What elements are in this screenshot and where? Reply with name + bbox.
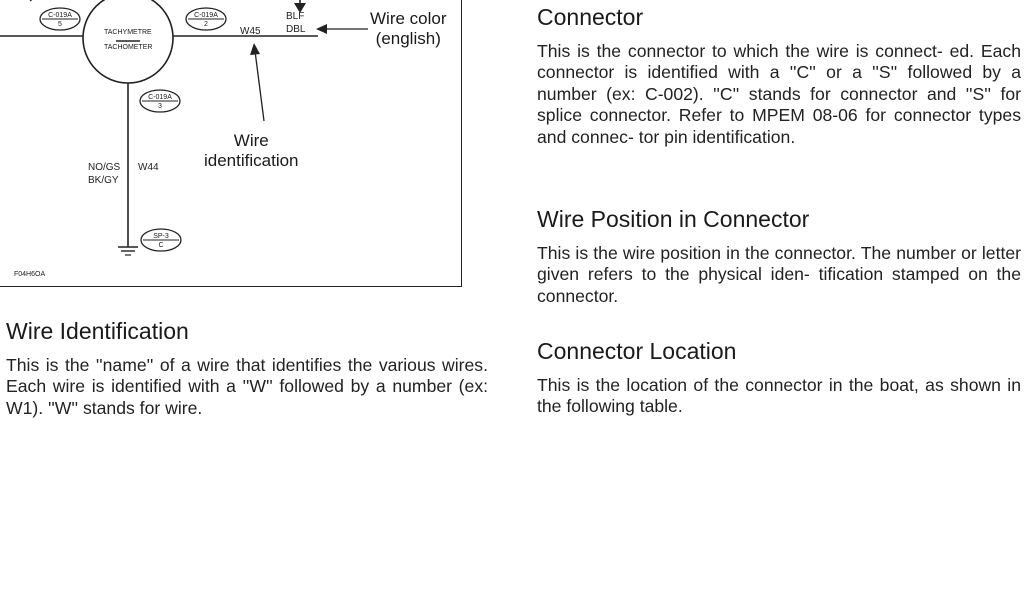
wire-color2-en: BK/GY xyxy=(88,175,119,186)
connector-right-name: C-019A xyxy=(194,12,218,19)
heading-connector-location: Connector Location xyxy=(537,338,737,364)
splice-pin: C xyxy=(158,242,164,249)
tachometer-label-en: TACHOMETER xyxy=(104,44,153,51)
connector-bottom-pin: 3 xyxy=(158,103,162,110)
wire-color2-fr: NO/GS xyxy=(88,162,121,173)
arrow-wire-id xyxy=(255,51,264,121)
figure-id: F04H6OA xyxy=(14,271,46,278)
callout-wire-id: Wire identification xyxy=(204,131,299,170)
splice-name: SP-3 xyxy=(153,233,169,240)
wire-id-w45: W45 xyxy=(240,26,261,37)
paragraph-wire-identification: This is the ''name'' of a wire that identifies the various wires. Each wire is identified with a ''W'' followed by a number (ex: W1). ''W'' stands for wire. xyxy=(6,355,489,418)
heading-connector: Connector xyxy=(537,4,644,30)
callout-wire-color: Wire color (english) xyxy=(370,9,447,48)
paragraph-connector-location: This is the location of the connector in the boat, as shown in the following table. xyxy=(537,375,1022,417)
wire-id-w44: W44 xyxy=(138,162,159,173)
paragraph-wire-position: This is the wire position in the connector. The number or letter given refers to the physical iden- tification stamped on the connector. xyxy=(537,243,1022,306)
heading-wire-identification: Wire Identification xyxy=(6,318,189,344)
wire-color-en: DBL xyxy=(286,24,306,35)
connector-left-pin: 5 xyxy=(58,21,62,28)
connector-bottom-name: C-019A xyxy=(148,94,172,101)
paragraph-connector: This is the connector to which the wire is connect- ed. Each connector is identified with a ''C'' or a ''S'' followed by a number (ex: C-002). ''C'' stands for connector and ''S'' for splice connector. Refer to MPEM 08-06 for connector types and connec- tor pin identification. xyxy=(537,41,1022,147)
wiring-diagram xyxy=(0,0,462,287)
connector-left-name: C-019A xyxy=(48,12,72,19)
heading-wire-position: Wire Position in Connector xyxy=(537,206,810,232)
tachometer-label-fr: TACHYMETRE xyxy=(104,29,152,36)
connector-right-pin: 2 xyxy=(204,21,208,28)
wire-color-fr: BLF xyxy=(286,11,305,22)
